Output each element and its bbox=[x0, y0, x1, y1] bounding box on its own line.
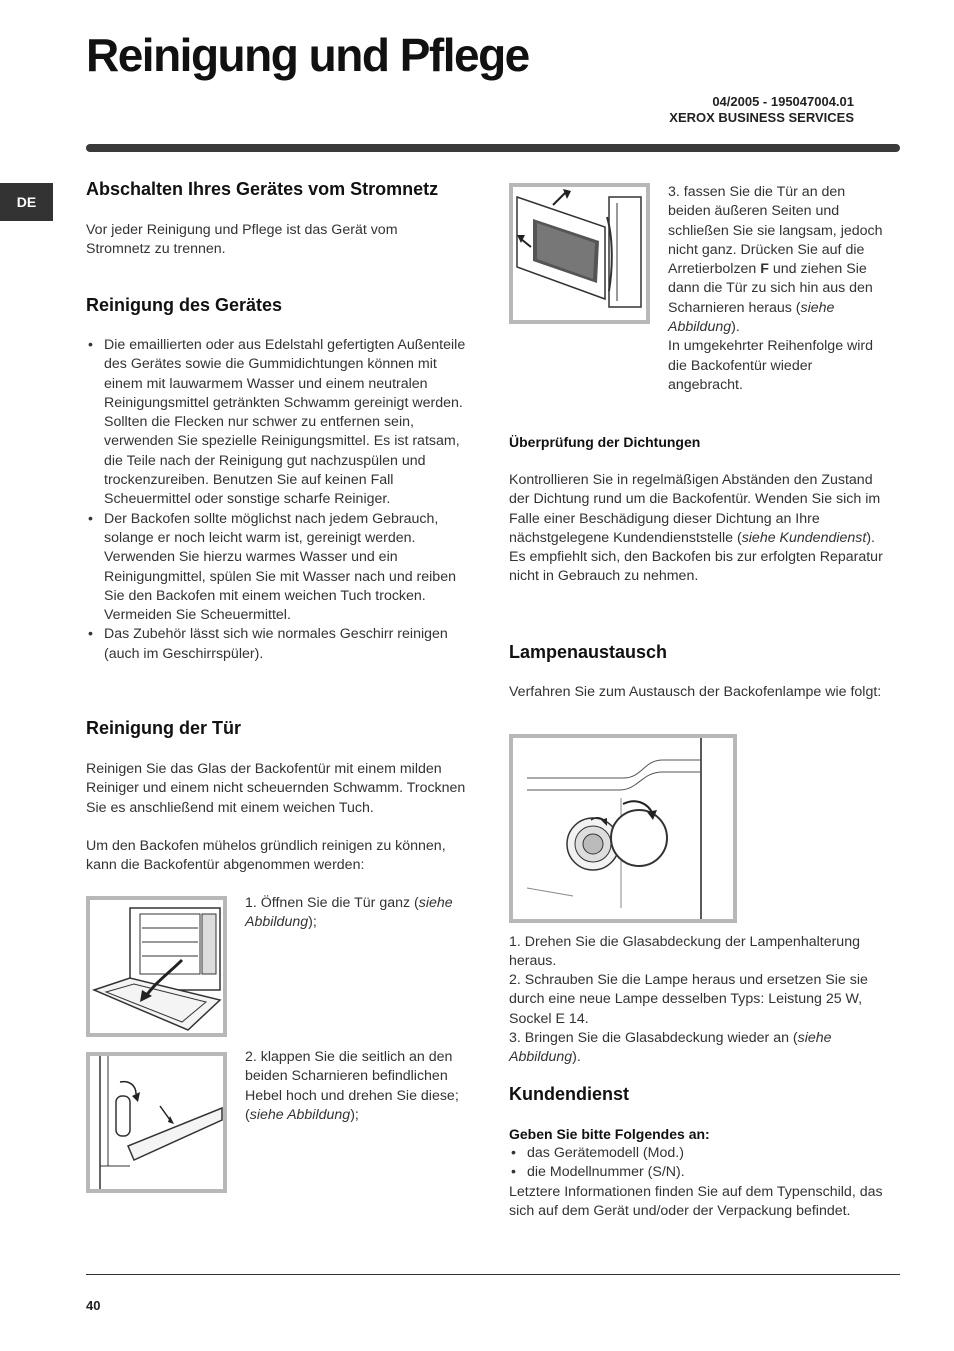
door-step-3: 3. fassen Sie die Tür an den beiden äußeren Seiten und schließen Sie sie langsam, jedoch nicht ganz. Drücken Sie auf die Arretierbolzen F und ziehen Sie dann die Tür zu sich hin aus den Scharnieren heraus (siehe Abbildung). In umgekehrter Reihenfolge wird die Backofentür wieder angebracht. bbox=[668, 184, 883, 393]
doc-code: 04/2005 - 195047004.01 bbox=[712, 94, 854, 109]
door-step-2: 2. klappen Sie die seitlich an den beiden Scharnieren befindlichen Hebel hoch und drehen Sie diese; (siehe Abbildung); bbox=[245, 1049, 459, 1123]
footer-rule bbox=[86, 1274, 900, 1275]
seal-check-text: Kontrollieren Sie in regelmäßigen Abständen den Zustand der Dichtung rund um die Backofentür. Wenden Sie sich im Falle einer Beschädigung dieser Dichtung an Ihre nächstgelegene Kundendienststelle (siehe Kundendienst). Es empfiehlt sich, den Backofen bis zur erfolgten Reparatur nicht in Gebrauch zu nehmen. bbox=[509, 472, 883, 585]
list-item: • die Modellnummer (S/N). bbox=[509, 1163, 894, 1182]
list-item: • Das Zubehör lässt sich wie normales Geschirr reinigen (auch im Geschirrspüler). bbox=[86, 625, 470, 664]
section-title-lamp: Lampenaustausch bbox=[509, 642, 668, 662]
door-cleaning-text: Reinigen Sie das Glas der Backofentür mit einem milden Reiniger und einem nicht scheuernden Schwamm. Trocknen Sie es anschließend mit einem weichen Tuch. bbox=[86, 761, 466, 816]
language-tab: DE bbox=[0, 183, 53, 221]
section-title-seals: Überprüfung der Dichtungen bbox=[509, 434, 701, 450]
page-title: Reinigung und Pflege bbox=[86, 29, 529, 81]
oven-door-open-icon bbox=[90, 900, 223, 1033]
hinge-lever-illustration bbox=[86, 1052, 227, 1193]
document-reference bbox=[600, 94, 854, 126]
service-list bbox=[509, 1144, 894, 1183]
lamp-intro: Verfahren Sie zum Austausch der Backofenlampe wie folgt: bbox=[509, 684, 882, 700]
page-number: 40 bbox=[86, 1298, 101, 1313]
lamp-step-2: 2. Schrauben Sie die Lampe heraus und ersetzen Sie sie durch eine neue Lampe desselben Typs: Leistung 25 W, Sockel E 14. bbox=[509, 972, 868, 1027]
lamp-replacement-illustration bbox=[509, 734, 737, 923]
door-step-1: 1. Öffnen Sie die Tür ganz (siehe Abbildung); bbox=[245, 895, 453, 931]
door-removal-intro: Um den Backofen mühelos gründlich reinigen zu können, kann die Backofentür abgenommen werden: bbox=[86, 838, 446, 874]
door-removal-illustration bbox=[509, 183, 650, 324]
oven-lamp-icon bbox=[513, 738, 733, 919]
service-subtitle: Geben Sie bitte Folgendes an: bbox=[509, 1126, 710, 1142]
doc-publisher: XEROX BUSINESS SERVICES bbox=[669, 110, 854, 125]
list-item: • das Gerätemodell (Mod.) bbox=[509, 1144, 894, 1163]
section-title-appliance-cleaning: Reinigung des Gerätes bbox=[86, 295, 283, 315]
door-open-illustration bbox=[86, 896, 227, 1037]
lamp-step-3: 3. Bringen Sie die Glasabdeckung wieder an (siehe Abbildung). bbox=[509, 1030, 832, 1066]
lamp-step-1: 1. Drehen Sie die Glasabdeckung der Lampenhalterung heraus. bbox=[509, 934, 860, 970]
list-item: • Die emaillierten oder aus Edelstahl gefertigten Außenteile des Gerätes sowie die Gummidichtungen können mit einem mit lauwarmem Wasser und einem neutralen Reinigungsmittel getränkten Schwamm gereinigt werden. Sollten die Flecken nur schwer zu entfernen sein, verwenden Sie spezielle Reinigungsmittel. Es ist ratsam, die Teile nach der Reinigung gut nachzuspülen und trockenzureiben. Benutzen Sie auf keinen Fall Scheuermittel oder sonstige scharfe Reiniger. bbox=[86, 336, 470, 510]
section-title-door-cleaning: Reinigung der Tür bbox=[86, 718, 241, 738]
service-text: Letztere Informationen finden Sie auf dem Typenschild, das sich auf dem Gerät und/oder der Verpackung befindet. bbox=[509, 1184, 883, 1220]
oven-door-removal-icon bbox=[513, 187, 646, 320]
list-item: • Der Backofen sollte möglichst nach jedem Gebrauch, solange er noch leicht warm ist, gereinigt werden. Verwenden Sie hierzu warmes Wasser und ein Reinigungmittel, spülen Sie mit Wasser nach und reiben Sie den Backofen mit einem weichen Tuch trocken. Vermeiden Sie Scheuermittel. bbox=[86, 510, 470, 626]
hinge-lever-icon bbox=[90, 1056, 223, 1189]
disconnect-text: Vor jeder Reinigung und Pflege ist das Gerät vom Stromnetz zu trennen. bbox=[86, 222, 398, 258]
section-title-service: Kundendienst bbox=[509, 1084, 629, 1104]
header-rule bbox=[86, 144, 900, 152]
section-title-disconnect: Abschalten Ihres Gerätes vom Stromnetz bbox=[86, 179, 439, 199]
appliance-cleaning-list bbox=[86, 336, 470, 664]
